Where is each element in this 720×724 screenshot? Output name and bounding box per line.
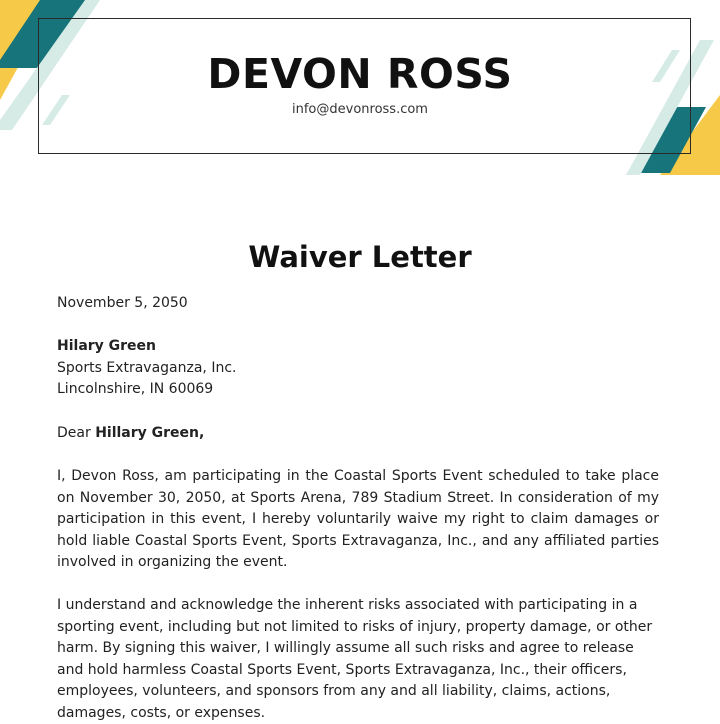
recipient-block: [57, 336, 659, 401]
salutation: [57, 423, 659, 445]
recipient-company: Sports Extravaganza, Inc.: [57, 359, 237, 376]
sender-name: DEVON ROSS: [207, 50, 513, 98]
sender-email: info@devonross.com: [292, 102, 428, 117]
document-title: Waiver Letter: [248, 240, 472, 274]
recipient-address: Lincolnshire, IN 60069: [57, 381, 214, 397]
letter-date: November 5, 2050: [57, 295, 188, 311]
body-paragraph-2: I understand and acknowledge the inherent risks associated with participating in a sporting event, including but not limited to risks of injury, property damage, or other harm. By signing this waiver, I willingly assume all such risks and agree to release and hold harmless Coastal Sports Event, Sports Extravaganza, Inc., their officers, employees, volunteers, and sponsors from any and all liability, claims, actions, damages, costs, or expenses.: [57, 597, 653, 721]
salutation-prefix: Dear: [57, 425, 96, 441]
salutation-name: Hillary Green,: [95, 425, 205, 441]
recipient-name: Hilary Green: [57, 338, 157, 354]
body-paragraph-1: I, Devon Ross, am participating in the Coastal Sports Event scheduled to take place on November 30, 2050, at Sports Arena, 789 Stadium Street. In consideration of my participation in this event, I hereby voluntarily waive my right to claim damages or hold liable Coastal Sports Event, Sports Extravaganza, Inc., and any affiliated parties involved in organizing the event.: [57, 468, 659, 570]
